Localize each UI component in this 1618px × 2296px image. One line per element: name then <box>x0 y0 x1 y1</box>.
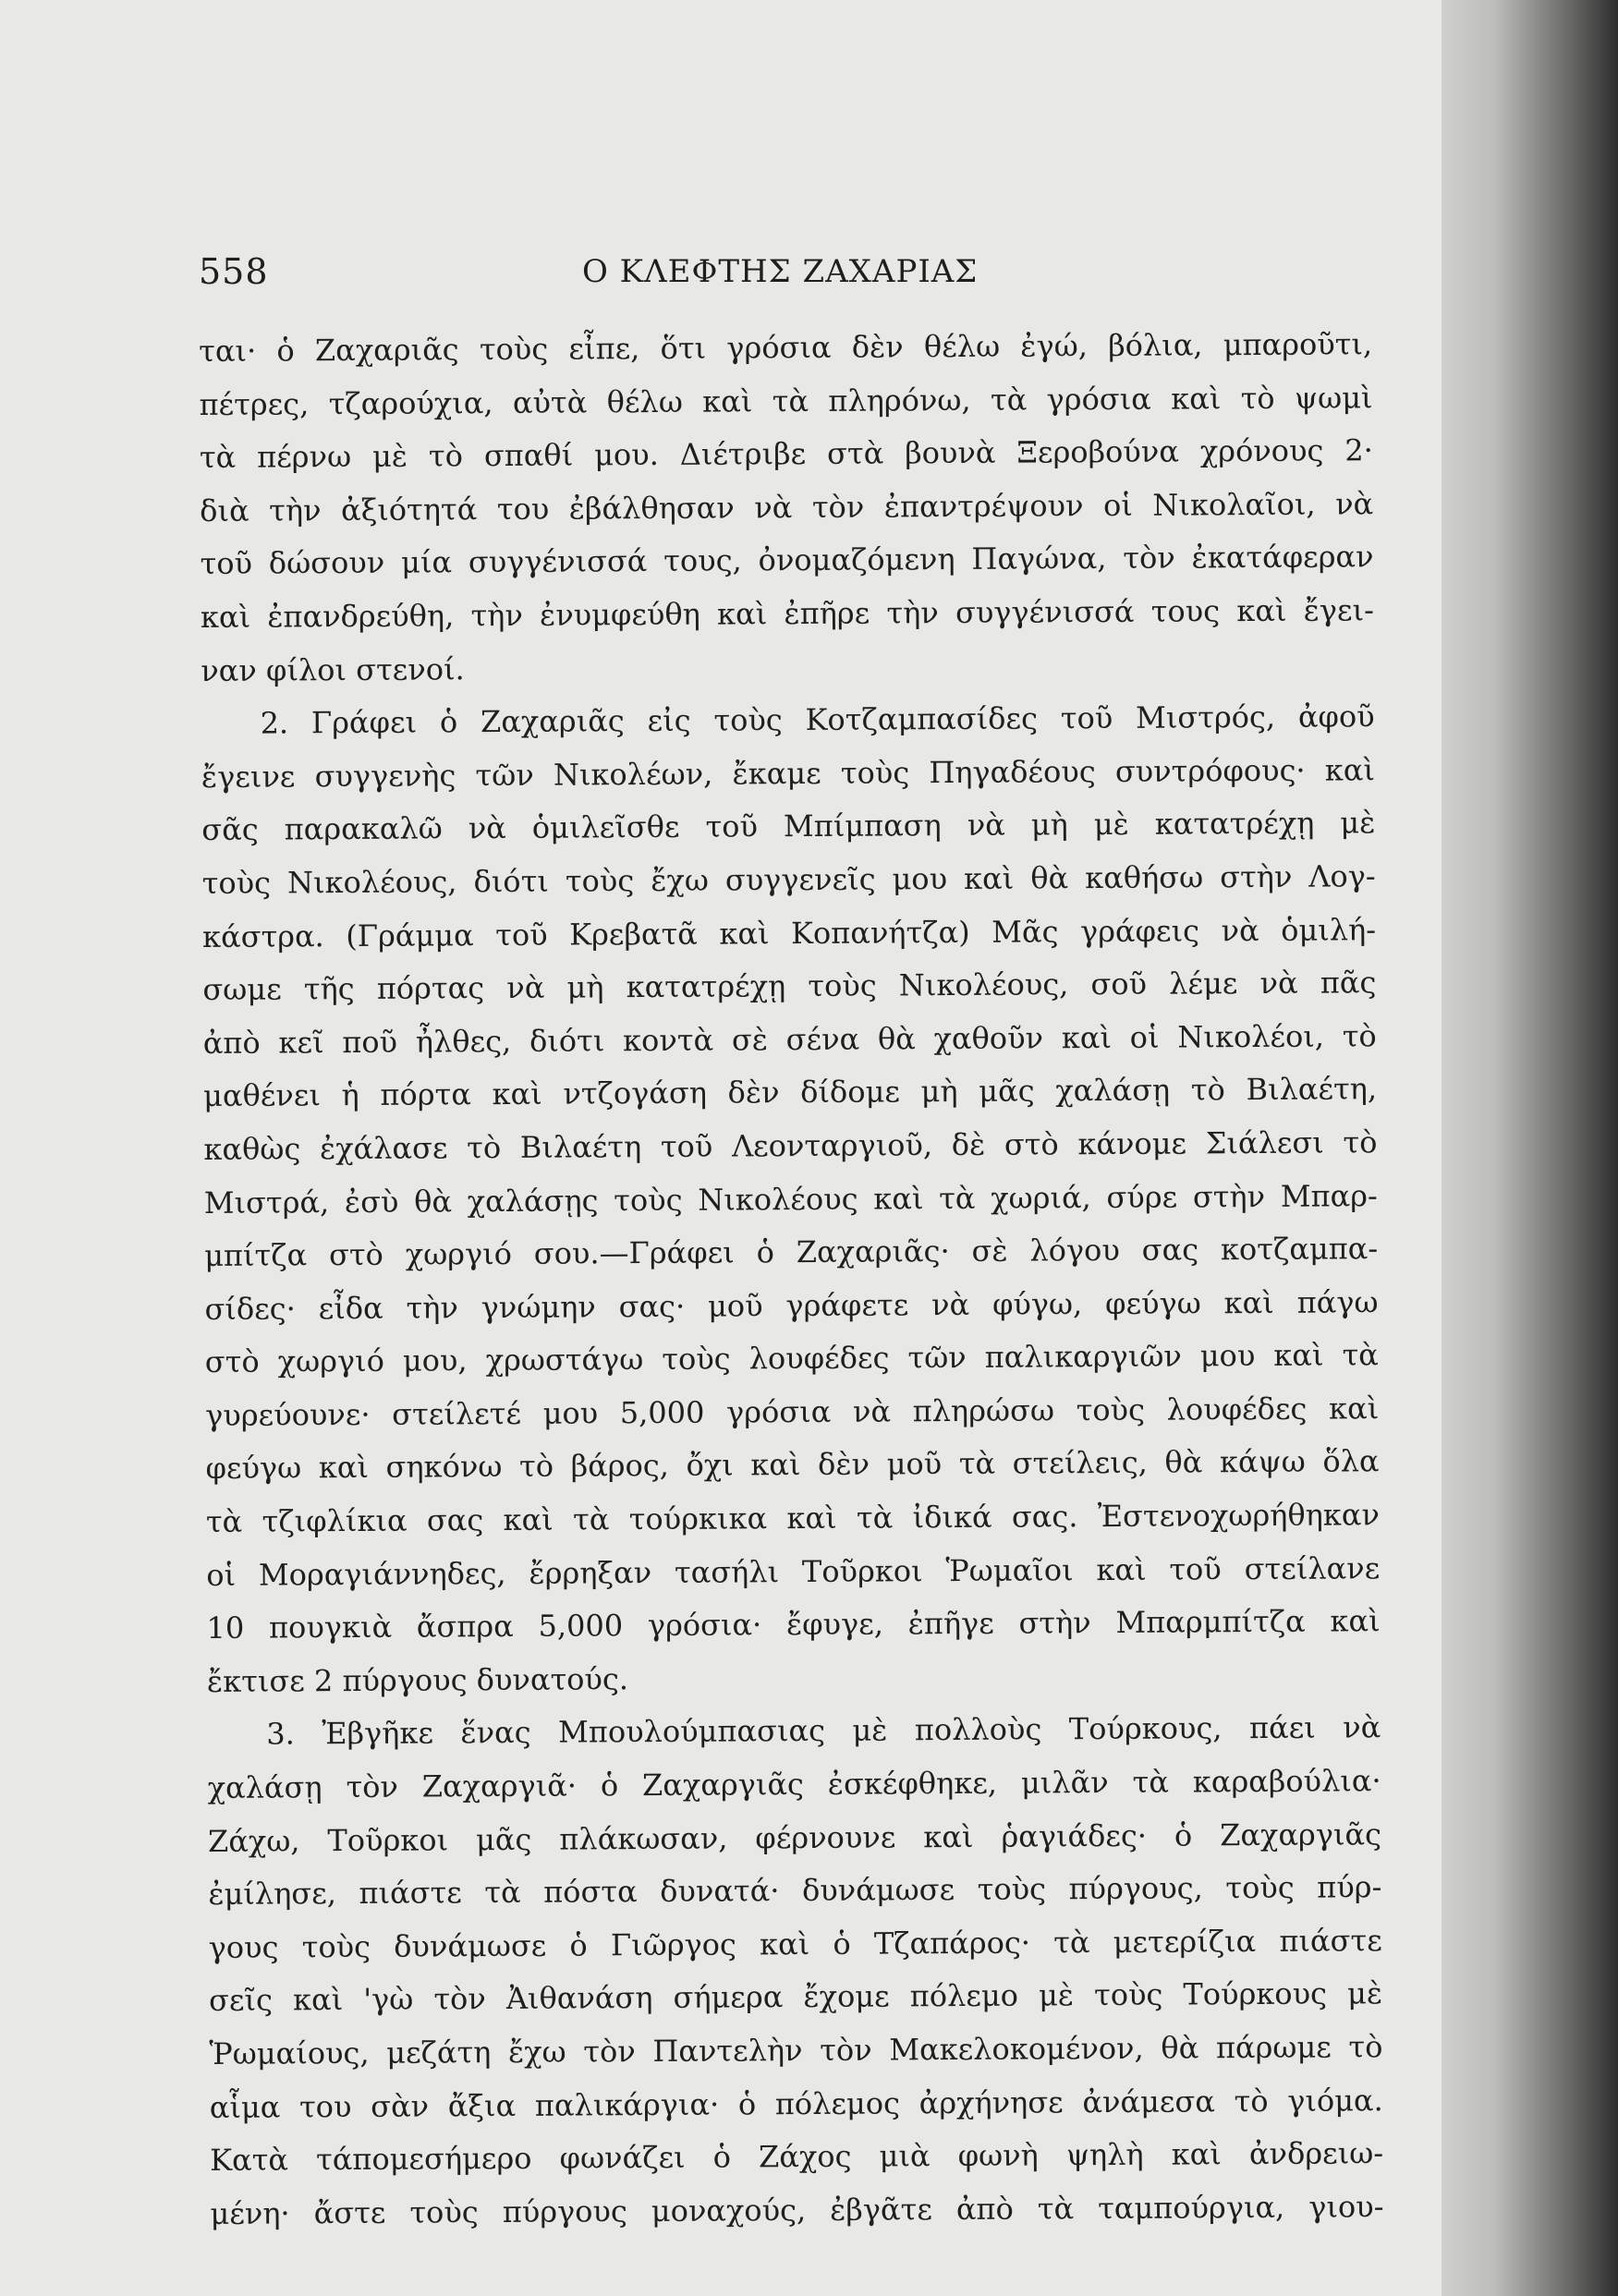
text-line: κάστρα. (Γράμμα τοῦ Κρεβατᾶ καὶ Κοπανήτζα) Μᾶς γράφεις νὰ ὁμιλή- <box>201 911 1377 954</box>
text-line: ἐμίλησε, πιάστε τὰ πόστα δυνατά· δυνάμωσε τοὺς πύργους, τοὺς πύρ- <box>208 1869 1382 1913</box>
text-line: διὰ τὴν ἀξιότητά του ἐβάλθησαν νὰ τὸν ἐπαντρέψουν οἱ Νικολαῖοι, νὰ <box>200 486 1374 528</box>
text-line: 3. Ἐβγῆκε ἕνας Μπουλούμπασιας μὲ πολλοὺς Τούρκους, πάει νὰ <box>266 1709 1381 1753</box>
text-line: ἔγεινε συγγενὴς τῶν Νικολέων, ἔκαμε τοὺς Πηγαδέους συντρόφους· καὶ <box>201 751 1376 795</box>
text-line: τοῦ δώσουν μία συγγένισσά τους, ὀνομαζόμενη Παγώνα, τὸν ἐκατάφεραν <box>200 539 1374 582</box>
text-line: σίδες· εἶδα τὴν γνώμην σας· μοῦ γράφετε νὰ φύγω, φεύγω καὶ πάγω <box>204 1283 1379 1327</box>
running-title: Ο ΚΛΕΦΤΗΣ ΖΑΧΑΡΙΑΣ <box>582 253 979 290</box>
paragraph-end-line: ναν φίλοι στενοί. <box>201 650 465 688</box>
text-line: μένη· ἄστε τοὺς πύργους μοναχούς, ἐβγᾶτε ἀπὸ τὰ ταμπούργια, γιου- <box>210 2188 1384 2231</box>
text-line: τὰ τζιφλίκια σας καὶ τὰ τούρκικα καὶ τὰ ἰδικά σας. Ἐστενοχωρήθηκαν <box>205 1497 1381 1540</box>
text-line: γυρεύουνε· στείλετέ μου 5,000 γρόσια νὰ πληρώσω τοὺς λουφέδες καὶ <box>205 1391 1380 1433</box>
text-line: σωμε τῆς πόρτας νὰ μὴ κατατρέχῃ τοὺς Νικολέους, σοῦ λέμε νὰ πᾶς <box>202 965 1377 1008</box>
text-line: φεύγω καὶ σηκόνω τὸ βάρος, ὄχι καὶ δὲν μοῦ τὰ στείλεις, θὰ κάψω ὅλα <box>205 1443 1380 1487</box>
text-line: Κατὰ τάπομεσήμερο φωνάζει ὁ Ζάχος μιὰ φωνὴ ψηλὴ καὶ ἀνδρειω- <box>210 2135 1384 2179</box>
text-line: χαλάσῃ τὸν Ζαχαργιᾶ· ὁ Ζαχαργιᾶς ἐσκέφθηκε, μιλᾶν τὰ καραβούλια· <box>207 1763 1381 1806</box>
text-line: 10 πουγκιὰ ἄσπρα 5,000 γρόσια· ἔφυγε, ἐπῆγε στὴν Μπαρμπίτζα καὶ <box>206 1603 1381 1646</box>
text-line: στὸ χωργιό μου, χρωστάγω τοὺς λουφέδες τῶν παλικαργιῶν μου καὶ τὰ <box>204 1337 1379 1380</box>
text-line: τὰ πέρνω μὲ τὸ σπαθί μου. Διέτριβε στὰ βουνὰ Ξεροβούνα χρόνους 2· <box>199 432 1373 476</box>
body-text <box>199 318 1384 2241</box>
page-header <box>199 251 1372 307</box>
text-line: καὶ ἐπανδρεύθη, τὴν ἐνυμφεύθη καὶ ἐπῆρε τὴν συγγένισσά τους καὶ ἔγει- <box>200 592 1375 635</box>
text-line: γους τοὺς δυνάμωσε ὁ Γιῶργος καὶ ὁ Τζαπάρος· τὰ μετερίζια πιάστε <box>208 1923 1382 1965</box>
text-line: σεῖς καὶ 'γὼ τὸν Ἀιθανάση σήμερα ἔχομε πόλεμο μὲ τοὺς Τούρκους μὲ <box>208 1975 1383 2019</box>
text-line: 2. Γράφει ὁ Ζαχαριᾶς εἰς τοὺς Κοτζαμπασίδες τοῦ Μιστρός, ἀφοῦ <box>260 699 1375 741</box>
text-line: ἀπὸ κεῖ ποῦ ἦλθες, διότι κοντὰ σὲ σένα θὰ χαθοῦν καὶ οἱ Νικολέοι, τὸ <box>202 1017 1377 1061</box>
text-line: μαθένει ἡ πόρτα καὶ ντζογάση δὲν δίδομε μὴ μᾶς χαλάσῃ τὸ Βιλαέτη, <box>202 1071 1378 1114</box>
text-line: πέτρες, τζαρούχια, αὐτὰ θέλω καὶ τὰ πληρόνω, τὰ γρόσια καὶ τὸ ψωμὶ <box>199 379 1373 422</box>
text-line: ται· ὁ Ζαχαριᾶς τοὺς εἶπε, ὅτι γρόσια δὲν θέλω ἐγώ, βόλια, μπαροῦτι, <box>199 326 1373 369</box>
text-line: καθὼς ἐχάλασε τὸ Βιλαέτη τοῦ Λεονταργιοῦ, δὲ στὸ κάνομε Σιάλεσι τὸ <box>203 1124 1378 1167</box>
text-line: σᾶς παρακαλῶ νὰ ὁμιλεῖσθε τοῦ Μπίμπαση νὰ μὴ μὲ κατατρέχῃ μὲ <box>201 805 1376 848</box>
paragraph-end-line: ἔκτισε 2 πύργους δυνατούς. <box>206 1661 629 1699</box>
book-spine-shadow <box>1442 0 1618 2296</box>
text-line: μπίτζα στὸ χωργιό σου.—Γράφει ὁ Ζαχαριᾶς· σὲ λόγου σας κοτζαμπα- <box>204 1231 1379 1274</box>
text-line: αἷμα του σὰν ἄξια παλικάργια· ὁ πόλεμος ἀρχήνησε ἀνάμεσα τὸ γιόμα. <box>209 2082 1383 2125</box>
page-number: 558 <box>199 251 269 292</box>
text-line: Ῥωμαίους, μεζάτη ἔχω τὸν Παντελὴν τὸν Μακελοκομένον, θὰ πάρωμε τὸ <box>209 2029 1383 2071</box>
text-line: τοὺς Νικολέους, διότι τοὺς ἔχω συγγενεῖς μου καὶ θὰ καθήσω στὴν Λογ- <box>201 858 1376 901</box>
text-line: Ζάχω, Τοῦρκοι μᾶς πλάκωσαν, φέρνουνε καὶ ῥαγιάδες· ὁ Ζαχαργιᾶς <box>207 1816 1382 1859</box>
text-line: οἱ Μοραγιάννηδες, ἔρρηξαν τασήλι Τοῦρκοι Ῥωμαῖοι καὶ τοῦ στείλανε <box>206 1549 1381 1593</box>
text-line: Μιστρά, ἐσὺ θὰ χαλάσῃς τοὺς Νικολέους καὶ τὰ χωριά, σύρε στὴν Μπαρ- <box>203 1177 1378 1221</box>
